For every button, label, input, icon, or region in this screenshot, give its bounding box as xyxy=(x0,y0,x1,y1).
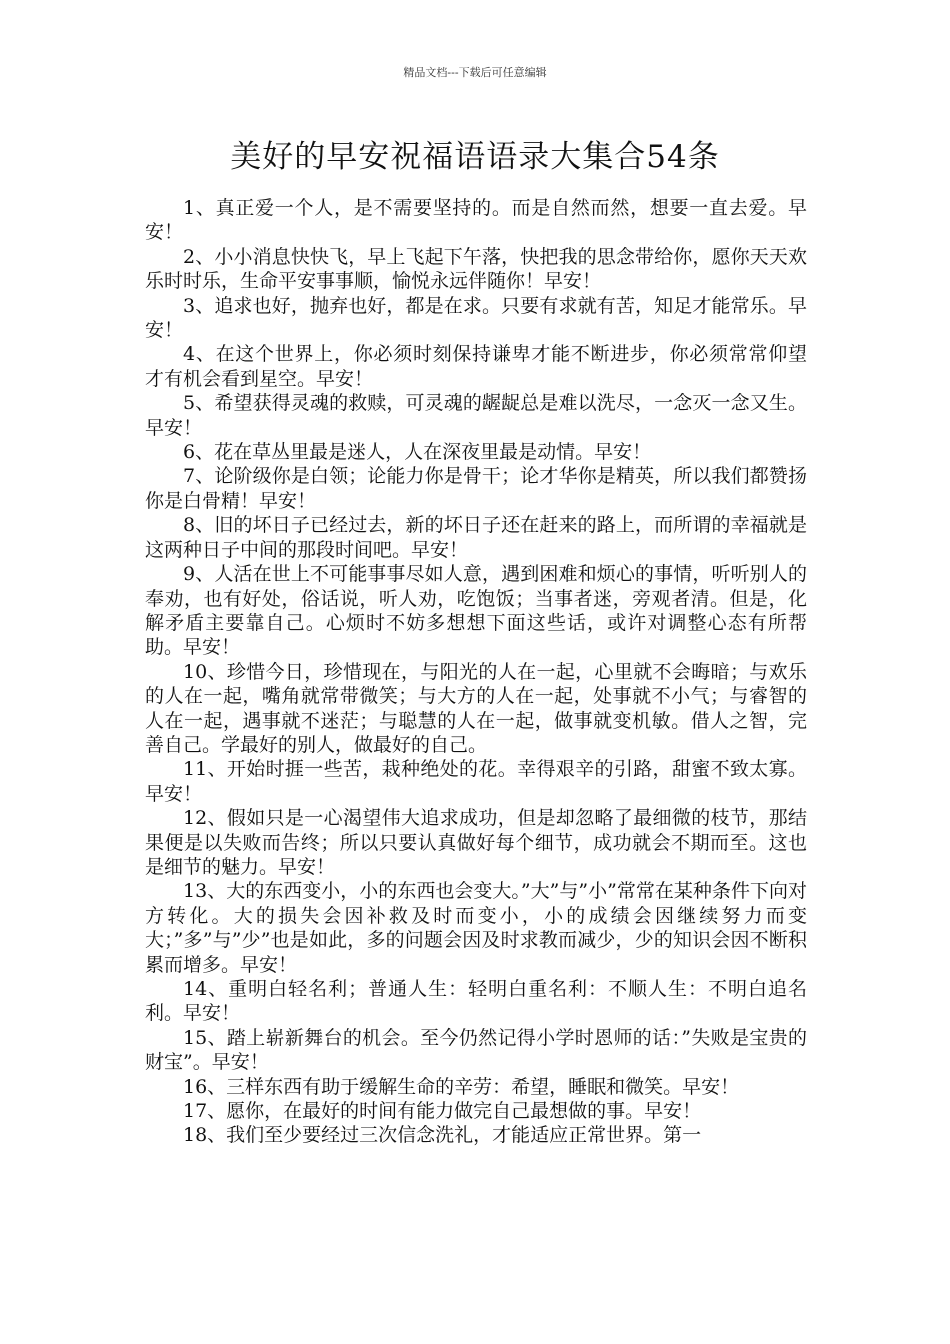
paragraph: 7、论阶级你是白领；论能力你是骨干；论才华你是精英，所以我们都赞扬你是白骨精！早安！ xyxy=(145,465,807,512)
paragraph: 6、花在草丛里最是迷人，人在深夜里最是动情。早安！ xyxy=(183,441,652,464)
paragraph: 16、三样东西有助于缓解生命的辛劳：希望，睡眠和微笑。早安！ xyxy=(183,1075,740,1098)
paragraph: 4、在这个世界上，你必须时刻保持谦卑才能不断进步，你必须常常仰望 才有机会看到星空。早安！ xyxy=(145,343,807,390)
paragraph: 13、大的东西变小，小的东西也会变大。”大”与”小”常常在某种条件下向对方转化。大的损失会因补救及时而变小，小的成绩会因继续努力而变大；”多”与”少”也是如此，多的问题会因及时求教而减少，少的知识会因不断积累而增多。早安！ xyxy=(145,880,807,976)
paragraph: 10、珍惜今日，珍惜现在，与阳光的人在一起，心里就不会晦暗；与欢乐的人在一起，嘴角就常带微笑；与大方的人在一起，处事就不小气；与睿智的人在一起，遇事就不迷茫；与聪慧的人在一起，做事就变机敏。借人之智，完善自己。学最好的别人，做最好的自己。 xyxy=(145,660,807,756)
paragraph: 5、希望获得灵魂的救赎，可灵魂的龌龊总是难以洗尽，一念灭一念又生。早安！ xyxy=(145,392,807,439)
paragraph: 17、愿你，在最好的时间有能力做完自己最想做的事。早安！ xyxy=(183,1100,702,1123)
document-title: 美好的早安祝福语语录大集合54条 xyxy=(230,139,720,175)
paragraph: 2、小小消息快快飞，早上飞起下午落，快把我的思念带给你，愿你天天欢乐时时乐，生命平安事事顺，愉悦永远伴随你！早安！ xyxy=(145,245,807,293)
document-body xyxy=(145,196,807,1148)
paragraph: 11、开始时捱一些苦，栽种绝处的花。幸得艰辛的引路，甜蜜不致太寡。早安！ xyxy=(145,758,807,805)
paragraph: 12、假如只是一心渴望伟大追求成功，但是却忽略了最细微的枝节，那结果便是以失败而告终；所以只要认真做好每个细节，成功就会不期而至。这也是细节的魅力。早安！ xyxy=(145,807,807,878)
paragraph: 3、追求也好，抛弃也好，都是在求。只要有求就有苦，知足才能常乐。早安！ xyxy=(145,294,807,342)
paragraph: 9、人活在世上不可能事事尽如人意，遇到困难和烦心的事情，听听别人的奉劝，也有好处，俗话说，听人劝，吃饱饭；当事者迷，旁观者清。但是，化解矛盾主要靠自己。心烦时不妨多想想下面这些话，或许对调整心态有所帮助。早安！ xyxy=(145,563,807,659)
paragraph: 14、重明白轻名利；普通人生：轻明白重名利：不顺人生：不明白追名利。早安！ xyxy=(145,978,807,1025)
paragraph: 1、真正爱一个人，是不需要坚持的。而是自然而然，想要一直去爱。早安！ xyxy=(145,197,807,244)
paragraph: 18、我们至少要经过三次信念洗礼，才能适应正常世界。第一 xyxy=(183,1124,702,1147)
paragraph: 8、旧的坏日子已经过去，新的坏日子还在赶来的路上，而所谓的幸福就是这两种日子中间的那段时间吧。早安！ xyxy=(145,514,807,561)
header-note: 精品文档---下载后可任意编辑 xyxy=(403,66,547,79)
paragraph: 15、踏上崭新舞台的机会。至今仍然记得小学时恩师的话：”失败是宝贵的财宝”。早安！ xyxy=(145,1026,807,1074)
